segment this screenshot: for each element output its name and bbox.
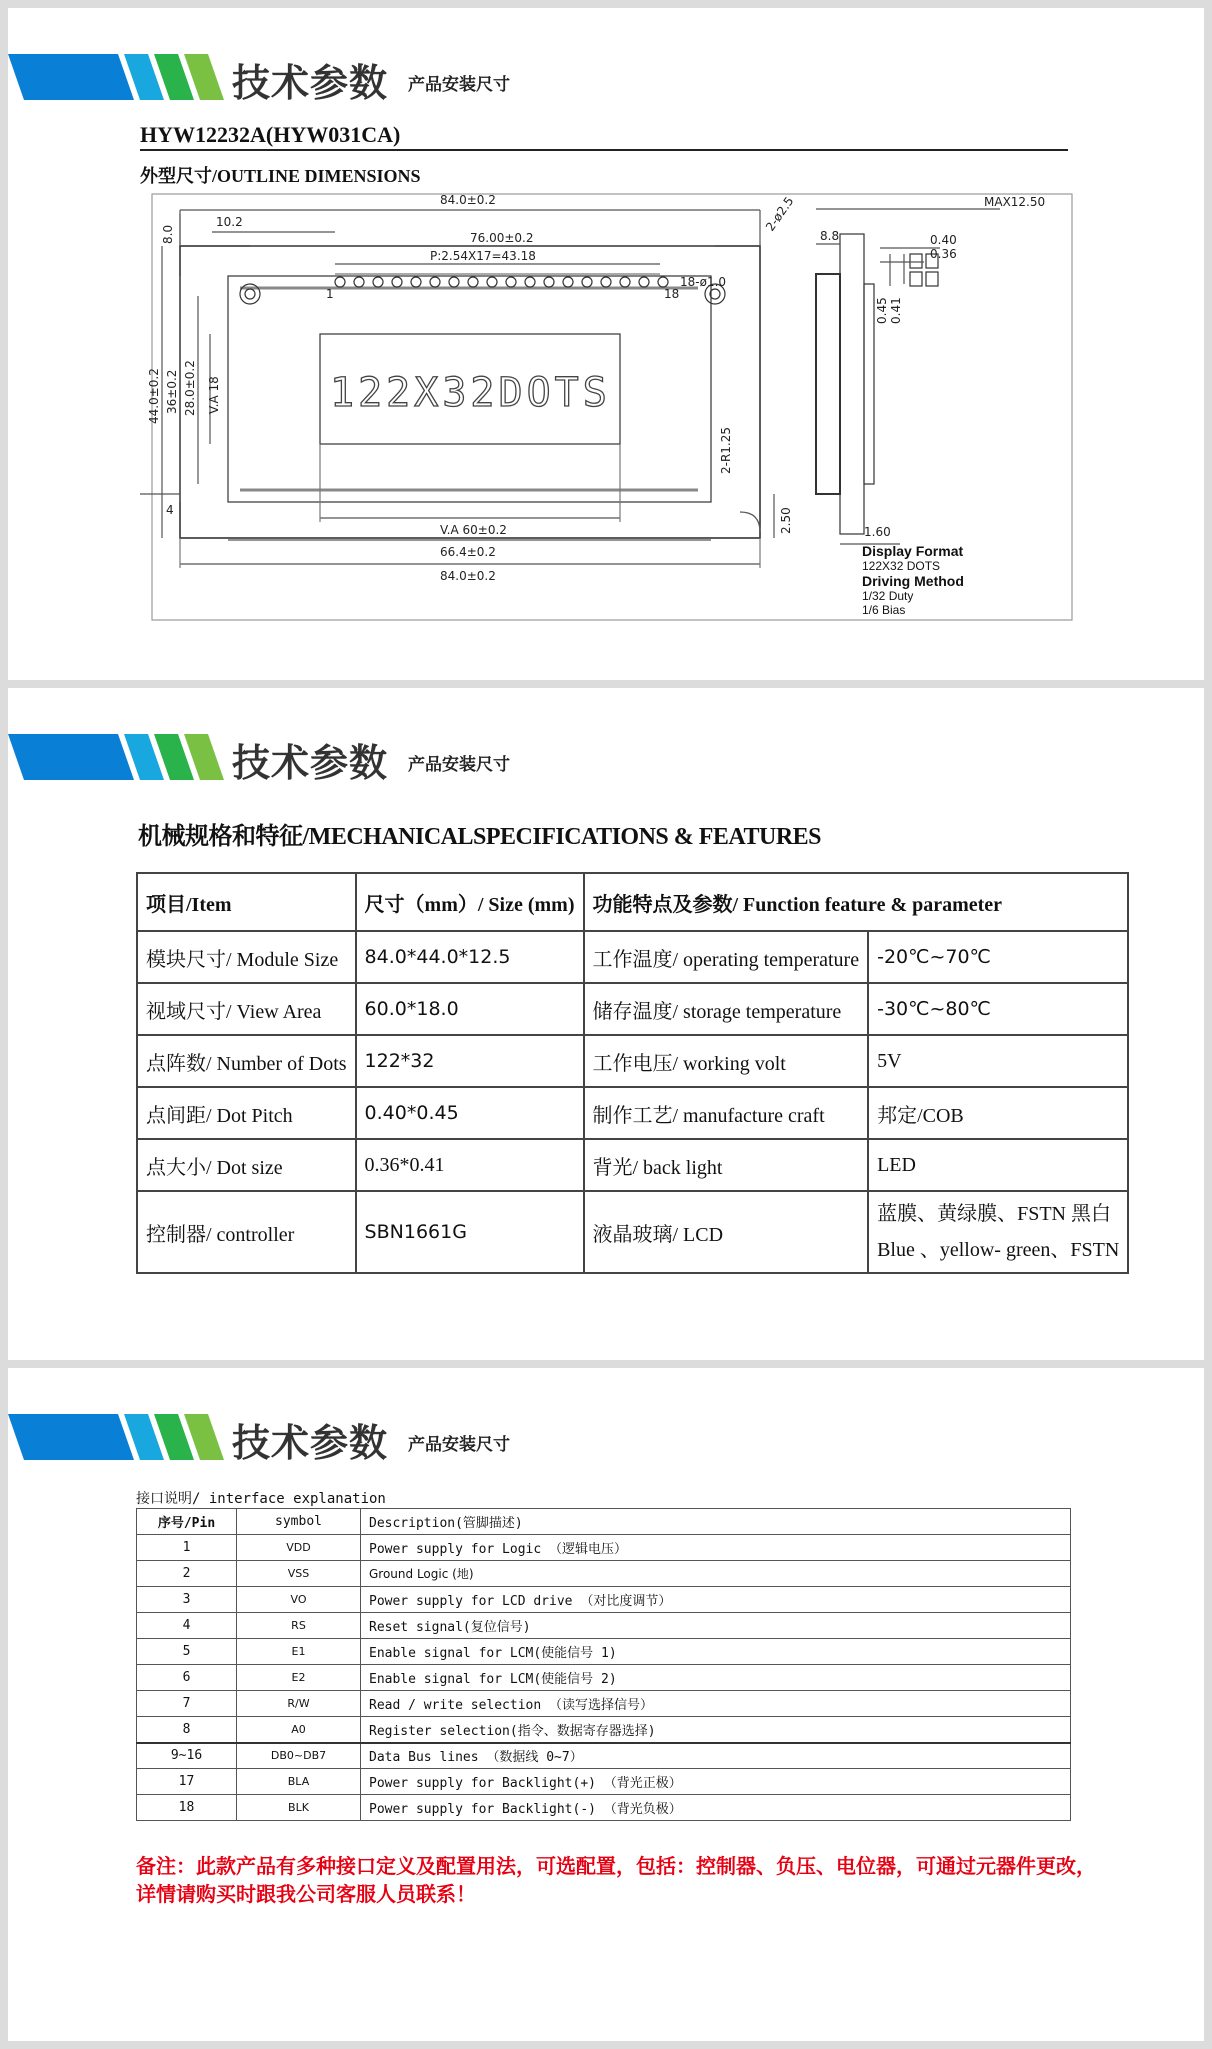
iface-pin: 4 — [137, 1613, 237, 1639]
table-row — [137, 1665, 1071, 1691]
iface-desc: Power supply for Backlight(+) （背光正极） — [361, 1769, 1071, 1795]
iface-symbol: BLA — [237, 1769, 361, 1795]
connector-pin — [563, 277, 573, 287]
iface-symbol: VSS — [237, 1561, 361, 1587]
iface-desc: Ground Logic (地) — [361, 1561, 1071, 1587]
iface-symbol: VO — [237, 1587, 361, 1613]
header-stripes-icon — [8, 1414, 228, 1460]
connector-pin — [506, 277, 516, 287]
connector-pin — [487, 277, 497, 287]
interface-table — [136, 1508, 1071, 1821]
table-row — [137, 1717, 1071, 1743]
iface-desc: Register selection(指令、数据寄存器选择) — [361, 1717, 1071, 1743]
spec-size: 60.0*18.0 — [356, 983, 584, 1035]
dim-pin-dia: 18-ø1.0 — [680, 275, 727, 289]
iface-pin: 5 — [137, 1639, 237, 1665]
iface-pin: 17 — [137, 1769, 237, 1795]
iface-symbol: R/W — [237, 1691, 361, 1717]
iface-symbol: A0 — [237, 1717, 361, 1743]
connector-pin — [582, 277, 592, 287]
spec-feature-value: -20℃~70℃ — [868, 931, 1128, 983]
model-title: HYW12232A(HYW031CA) — [140, 122, 401, 147]
dim-height-total: 44.0±0.2 — [147, 368, 161, 424]
iface-symbol: BLK — [237, 1795, 361, 1821]
header-subtitle: 产品安装尺寸 — [408, 75, 510, 95]
header-subtitle: 产品安装尺寸 — [408, 755, 510, 775]
spec-feature-name: 制作工艺/ manufacture craft — [584, 1087, 869, 1139]
dim-max-thickness: MAX12.50 — [984, 195, 1046, 209]
iface-symbol: VDD — [237, 1535, 361, 1561]
spec-size: 122*32 — [356, 1035, 584, 1087]
dim-height-window: 28.0±0.2 — [183, 360, 197, 416]
dim-side-160: 1.60 — [864, 525, 891, 539]
iface-desc: Power supply for Backlight(-) （背光负极） — [361, 1795, 1071, 1821]
iface-desc: Read / write selection （读写选择信号） — [361, 1691, 1071, 1717]
iface-pin: 18 — [137, 1795, 237, 1821]
spec-feature-name: 工作温度/ operating temperature — [584, 931, 869, 983]
table-row — [137, 873, 1128, 931]
table-row — [137, 1691, 1071, 1717]
specs-table — [136, 872, 1129, 1274]
pin-first-label: 1 — [326, 287, 334, 301]
table-row — [137, 1743, 1071, 1769]
spec-feature-value: LED — [868, 1139, 1128, 1191]
outline-panel — [8, 8, 1204, 680]
connector-pin — [411, 277, 421, 287]
spec-feature-value: -30℃~80℃ — [868, 983, 1128, 1035]
dim-frame-width: 66.4±0.2 — [440, 545, 496, 559]
connector-pin — [544, 277, 554, 287]
dim-dot-w-gap: 0.36 — [930, 247, 957, 261]
connector-pin — [620, 277, 630, 287]
dim-side-88: 8.8 — [820, 229, 840, 243]
pin-last-label: 18 — [664, 287, 680, 301]
spec-size: 84.0*44.0*12.5 — [356, 931, 584, 983]
table-row — [137, 1769, 1071, 1795]
dim-overall-width: 84.0±0.2 — [440, 193, 496, 207]
interface-panel — [8, 1368, 1204, 2041]
table-row — [137, 1139, 1128, 1191]
dim-dot-w: 0.40 — [930, 233, 957, 247]
spec-item: 控制器/ controller — [137, 1191, 356, 1273]
connector-pin — [354, 277, 364, 287]
connector-pin — [658, 277, 668, 287]
dim-va-height: V.A 18 — [207, 376, 221, 414]
spec-feature-name: 背光/ back light — [584, 1139, 869, 1191]
header-stripes-icon — [8, 54, 228, 100]
iface-header-pin: 序号/Pin — [137, 1509, 237, 1535]
specs-title: 机械规格和特征/MECHANICALSPECIFICATIONS & FEATURES — [138, 824, 822, 850]
outline-title: 外型尺寸/OUTLINE DIMENSIONS — [140, 166, 421, 186]
dim-corner-radius: 2-R1.25 — [719, 426, 733, 474]
spec-header-item: 项目/Item — [137, 873, 356, 931]
table-row — [137, 1035, 1128, 1087]
table-row — [137, 1587, 1071, 1613]
iface-pin: 3 — [137, 1587, 237, 1613]
section-header — [8, 44, 1204, 108]
iface-desc: Enable signal for LCM(使能信号 1) — [361, 1639, 1071, 1665]
spec-item: 点大小/ Dot size — [137, 1139, 356, 1191]
spec-header-size: 尺寸（mm）/ Size (mm) — [356, 873, 584, 931]
dim-top-margin: 8.0 — [161, 224, 175, 244]
model-divider — [140, 149, 1068, 151]
iface-symbol: E2 — [237, 1665, 361, 1691]
table-row — [137, 1795, 1071, 1821]
spec-feature-name: 工作电压/ working volt — [584, 1035, 869, 1087]
connector-pin — [449, 277, 459, 287]
header-title: 技术参数 — [232, 741, 389, 785]
iface-pin: 2 — [137, 1561, 237, 1587]
spec-size: 0.40*0.45 — [356, 1087, 584, 1139]
header-stripes-icon — [8, 734, 228, 780]
iface-pin: 8 — [137, 1717, 237, 1743]
table-row — [137, 1561, 1071, 1587]
dim-dot-h: 0.45 — [875, 297, 889, 324]
dim-pin-offset: 10.2 — [216, 215, 243, 229]
dim-pitch: P:2.54X17=43.18 — [430, 249, 536, 263]
spec-feature-name: 液晶玻璃/ LCD — [584, 1191, 869, 1273]
lcd-type-en: Blue 、yellow- green、FSTN — [877, 1239, 1120, 1261]
spec-size: SBN1661G — [356, 1191, 584, 1273]
dim-bottom-gap: 2.50 — [779, 507, 793, 534]
spec-header-feature: 功能特点及参数/ Function feature & parameter — [584, 873, 1129, 931]
note-driving-method: Driving Method — [862, 573, 964, 589]
table-row — [137, 1191, 1128, 1273]
spec-item: 模块尺寸/ Module Size — [137, 931, 356, 983]
note-display-format-value: 122X32 DOTS — [862, 559, 941, 573]
dim-hole-spacing: 76.00±0.2 — [470, 231, 534, 245]
iface-pin: 7 — [137, 1691, 237, 1717]
outline-drawing — [140, 184, 1080, 624]
table-row — [137, 1509, 1071, 1535]
dim-hole-dia: 2-ø2.5 — [762, 194, 797, 234]
iface-pin: 9~16 — [137, 1743, 237, 1769]
iface-desc: Data Bus lines （数据线 0~7） — [361, 1743, 1071, 1769]
table-row — [137, 1087, 1128, 1139]
iface-pin: 6 — [137, 1665, 237, 1691]
section-header — [8, 724, 1204, 788]
iface-symbol: RS — [237, 1613, 361, 1639]
iface-symbol: E1 — [237, 1639, 361, 1665]
iface-symbol: DB0~DB7 — [237, 1743, 361, 1769]
spec-feature-value — [868, 1191, 1128, 1273]
connector-pin — [430, 277, 440, 287]
connector-pin — [639, 277, 649, 287]
table-row — [137, 1535, 1071, 1561]
spec-item: 点阵数/ Number of Dots — [137, 1035, 356, 1087]
iface-header-symbol: symbol — [237, 1509, 361, 1535]
remark-note: 备注：此款产品有多种接口定义及配置用法，可选配置，包括：控制器、负压、电位器，可通过元器件更改，详情请购买时跟我公司客服人员联系！ — [136, 1854, 1096, 1906]
display-dots-label: 122X32DOTS — [330, 370, 611, 416]
connector-pin — [601, 277, 611, 287]
connector-pin — [373, 277, 383, 287]
header-subtitle: 产品安装尺寸 — [408, 1435, 510, 1455]
table-row — [137, 1639, 1071, 1665]
connector-pin — [392, 277, 402, 287]
dim-left-gap: 4 — [166, 503, 174, 517]
lcd-type-cn: 蓝膜、黄绿膜、FSTN 黑白 — [877, 1203, 1111, 1225]
iface-desc: Reset signal(复位信号) — [361, 1613, 1071, 1639]
spec-size: 0.36*0.41 — [356, 1139, 584, 1191]
note-display-format: Display Format — [862, 543, 964, 559]
note-bias: 1/6 Bias — [862, 603, 906, 617]
spec-feature-value: 5V — [868, 1035, 1128, 1087]
spec-item: 视域尺寸/ View Area — [137, 983, 356, 1035]
header-title: 技术参数 — [232, 61, 389, 105]
iface-pin: 1 — [137, 1535, 237, 1561]
iface-desc: Power supply for LCD drive （对比度调节） — [361, 1587, 1071, 1613]
specs-panel — [8, 688, 1204, 1360]
interface-title: 接口说明/ interface explanation — [136, 1491, 386, 1507]
spec-item: 点间距/ Dot Pitch — [137, 1087, 356, 1139]
note-duty: 1/32 Duty — [862, 589, 914, 603]
table-row — [137, 1613, 1071, 1639]
table-row — [137, 983, 1128, 1035]
connector-pin — [525, 277, 535, 287]
spec-feature-value: 邦定/COB — [868, 1087, 1128, 1139]
dim-height-frame: 36±0.2 — [165, 369, 179, 414]
connector-pin — [468, 277, 478, 287]
dim-va-width: V.A 60±0.2 — [440, 523, 507, 537]
dim-bottom-width: 84.0±0.2 — [440, 569, 496, 583]
header-title: 技术参数 — [232, 1421, 389, 1465]
section-header — [8, 1404, 1204, 1468]
dim-dot-h-gap: 0.41 — [889, 297, 903, 324]
table-row — [137, 931, 1128, 983]
spec-feature-name: 储存温度/ storage temperature — [584, 983, 869, 1035]
iface-desc: Enable signal for LCM(使能信号 2) — [361, 1665, 1071, 1691]
iface-desc: Power supply for Logic （逻辑电压） — [361, 1535, 1071, 1561]
connector-pin — [335, 277, 345, 287]
iface-header-desc: Description(管脚描述) — [361, 1509, 1071, 1535]
